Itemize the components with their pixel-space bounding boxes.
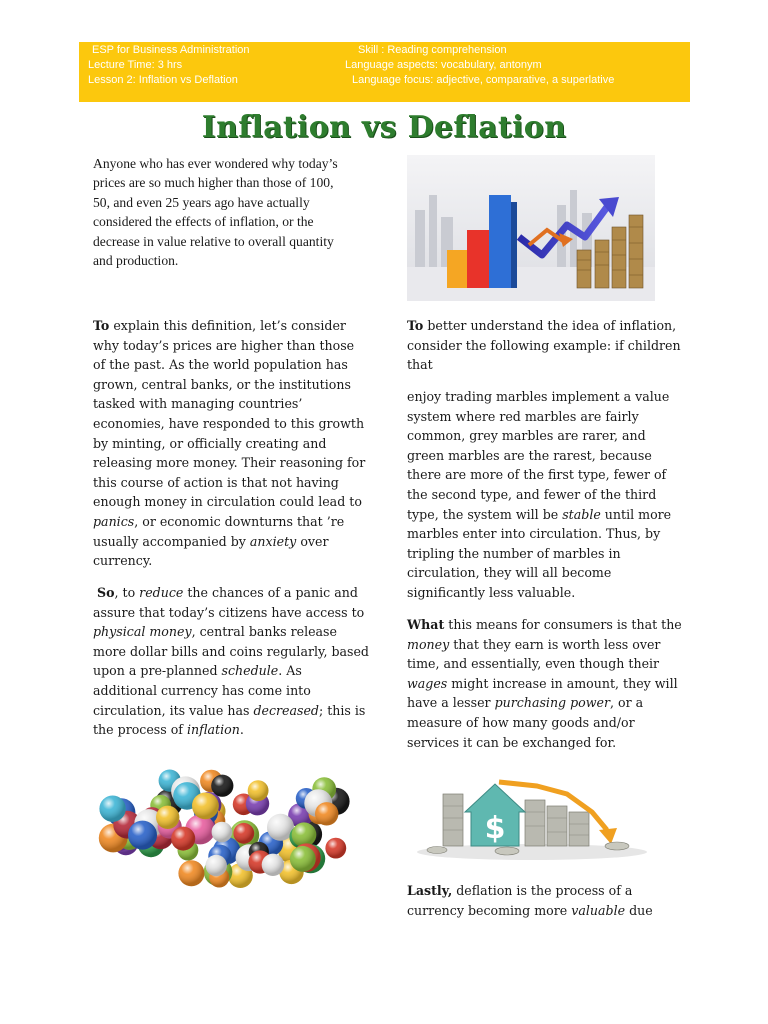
- skill-label: Skill : Reading comprehension: [358, 44, 507, 56]
- marbles-pile-icon: [95, 752, 370, 892]
- marble-shine: [192, 793, 219, 820]
- marble-shine: [212, 822, 233, 843]
- bar-chart-with-coins-icon: [407, 155, 655, 301]
- marble-shine: [211, 775, 233, 797]
- left-paragraph-2: So, to reduce the chances of a panic and assure that today’s citizens have access to physical money, central banks release more dollar bills and coins regularly, based upon a pre-planned schedule. As additional currency has come into circulation, its value has decreased; this is the process of inflation.: [93, 585, 369, 738]
- page-title: Inflation vs Deflation: [201, 110, 567, 145]
- lecture-time-label: Lecture Time: 3 hrs: [88, 59, 183, 71]
- marble-shine: [128, 821, 157, 850]
- marble-shine: [233, 823, 254, 844]
- marble-shine: [248, 780, 269, 801]
- marble-shine: [156, 806, 179, 829]
- course-label: ESP for Business Administration: [92, 44, 250, 56]
- marble-shine: [292, 822, 317, 847]
- svg-text:$: $: [484, 811, 506, 846]
- marble-shine: [206, 855, 227, 876]
- marble-shine: [99, 796, 125, 822]
- marble-shine: [315, 802, 338, 825]
- right-paragraph-2: enjoy trading marbles implement a value system where red marbles are fairly common, grey marbles are rarer, and green marbles are the rarest, because there are more of the first type, fewer of the second type, and fewer of the third type, the system will be stable until more marbles enter into circulation. Thus, by tripling the number of marbles in circulation, they will all become significantly less valuable.: [407, 389, 672, 600]
- right-paragraph-1: To better understand the idea of inflation, consider the following example: if children that: [407, 318, 681, 373]
- lesson-label: Lesson 2: Inflation vs Deflation: [88, 74, 238, 86]
- marble-shine: [262, 854, 284, 876]
- marble-shine: [171, 827, 195, 851]
- right-paragraph-4: Lastly, deflation is the process of a currency becoming more valuable due: [407, 883, 653, 918]
- marble-shine: [178, 860, 204, 886]
- right-paragraph-3: What this means for consumers is that the money that they earn is worth less over time, and essentially, even though their wages might increase in amount, they will have a lesser purchasing power, or a measure of how many goods and/or services it can be exchanged for.: [407, 617, 682, 750]
- marble-shine: [325, 838, 346, 859]
- intro-paragraph: Anyone who has ever wondered why today’s prices are so much higher than those of 100, 50, and even 25 years ago have actually considered the effects of inflation, or the decrease in value relative to overall quantity and production.: [93, 156, 338, 269]
- left-paragraph-1: To explain this definition, let’s consider why today’s prices are higher than those of the past. As the world population has grown, central banks, or the institutions tasked with managing countries’ economies, have responded to this growth by minting, or officially creating and releasing more money. Their reasoning for this course of action is that not having enough money in circulation could lead to panics, or economic downturns that ’re usually accompanied by anxiety over currency.: [93, 318, 366, 569]
- language-focus-label: Language focus: adjective, comparative, a superlative: [352, 74, 615, 86]
- house-dollar-coins-down-arrow-icon: [407, 772, 657, 862]
- marble-shine: [290, 846, 316, 872]
- language-aspects-label: Language aspects: vocabulary, antonym: [345, 59, 542, 71]
- header-banner: [79, 42, 690, 102]
